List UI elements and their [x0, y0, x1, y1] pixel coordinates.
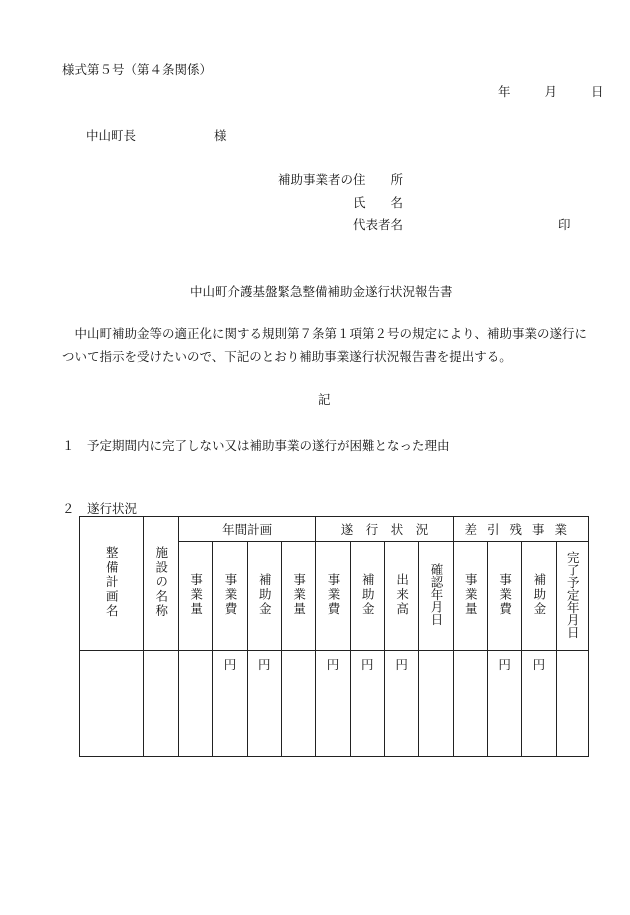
unit-yen: 円	[532, 657, 546, 672]
header-facility-name: 施設の名称	[143, 517, 178, 651]
date-year: 年	[498, 84, 511, 99]
progress-table	[79, 516, 589, 757]
item-1: １ 予定期間内に完了しない又は補助事業の遂行が困難となった理由	[62, 438, 450, 453]
unit-yen: 円	[326, 657, 340, 672]
header-annual-quantity: 事業量	[178, 542, 212, 651]
cell-annual-subsidy[interactable]	[247, 651, 281, 757]
cell-progress-subsidy[interactable]	[350, 651, 384, 757]
applicant-rep-label: 代表者名	[353, 217, 404, 232]
cell-remaining-cost[interactable]	[487, 651, 521, 757]
header-progress-subsidy: 補助金	[350, 542, 384, 651]
date-month: 月	[544, 84, 557, 99]
header-plan-name: 整備計画名	[80, 517, 144, 651]
header-remaining-subsidy: 補助金	[522, 542, 556, 651]
header-completion-date: 完了予定年月日	[556, 542, 588, 651]
header-remaining: 差引残事業	[453, 517, 588, 542]
date-day: 日	[590, 84, 604, 99]
cell-remaining-quantity[interactable]	[453, 651, 487, 757]
unit-yen: 円	[361, 657, 374, 672]
cell-progress-confirm-date[interactable]	[419, 651, 453, 757]
header-annual-subsidy: 補助金	[247, 542, 281, 651]
item-2: ２ 遂行状況	[62, 501, 138, 516]
header-progress-cost: 事業費	[316, 542, 350, 651]
cell-progress-output[interactable]	[384, 651, 418, 757]
applicant-address-label: 補助事業者の住 所	[278, 172, 404, 187]
header-remaining-cost: 事業費	[487, 542, 521, 651]
cell-progress-quantity[interactable]	[281, 651, 315, 757]
document-title: 中山町介護基盤緊急整備補助金遂行状況報告書	[190, 284, 453, 299]
applicant-name-label: 氏 名	[353, 195, 404, 210]
cell-remaining-subsidy[interactable]	[522, 651, 556, 757]
addressee-honorific: 様	[214, 128, 227, 143]
ki-heading: 記	[318, 392, 331, 407]
header-annual-plan: 年間計画	[178, 517, 315, 542]
unit-yen: 円	[223, 657, 237, 672]
cell-facility-name[interactable]	[143, 651, 178, 757]
header-progress-confirm-date: 確認年月日	[419, 542, 453, 651]
form-number: 様式第５号（第４条関係）	[62, 62, 213, 77]
header-remaining-quantity: 事業量	[453, 542, 487, 651]
header-annual-cost: 事業費	[213, 542, 247, 651]
unit-yen: 円	[258, 657, 271, 672]
cell-annual-cost[interactable]	[213, 651, 247, 757]
cell-annual-quantity[interactable]	[178, 651, 212, 757]
seal-mark: 印	[558, 217, 571, 232]
body-text: 中山町補助金等の適正化に関する規則第７条第１項第２号の規定により、補助事業の遂行について指示を受けたいので、下記のとおり補助事業遂行状況報告書を提出する。	[62, 326, 588, 364]
header-progress-output: 出来高	[384, 542, 418, 651]
unit-yen: 円	[498, 657, 511, 672]
header-progress: 遂 行 状 況	[316, 517, 453, 542]
cell-completion-date[interactable]	[556, 651, 588, 757]
date-line	[498, 82, 603, 100]
addressee-name: 中山町長	[86, 128, 137, 143]
header-progress-quantity: 事業量	[281, 542, 315, 651]
unit-yen: 円	[395, 657, 408, 672]
cell-progress-cost[interactable]	[316, 651, 350, 757]
cell-plan-name[interactable]	[80, 651, 144, 757]
